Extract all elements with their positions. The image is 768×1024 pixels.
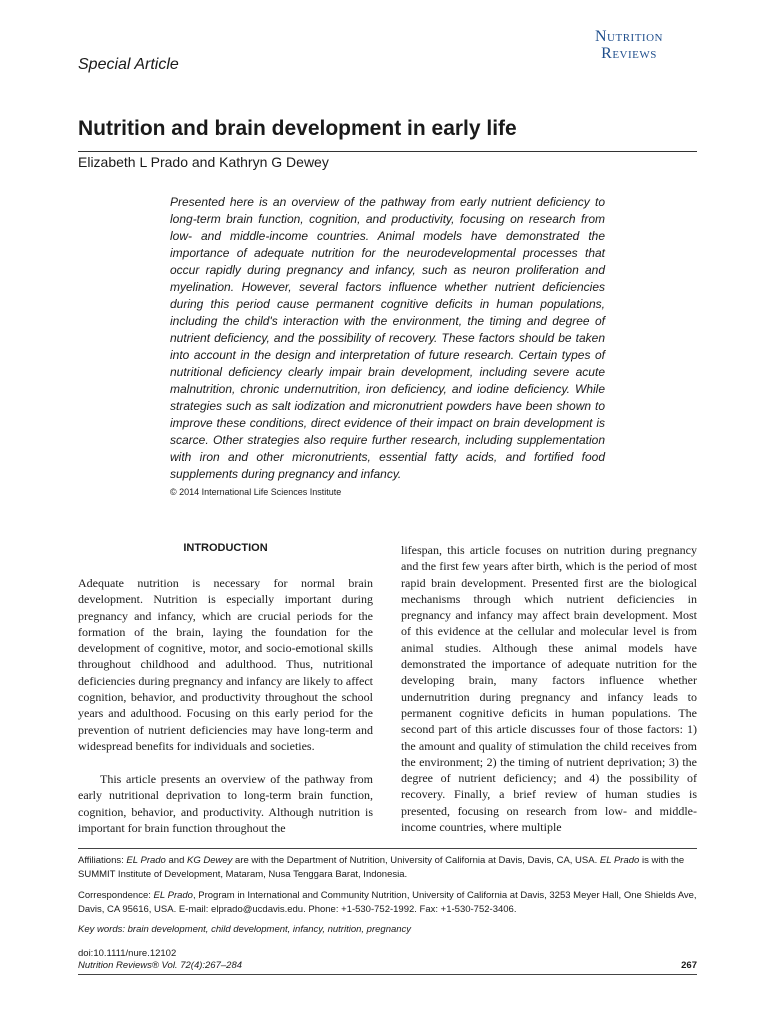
title-divider <box>78 151 697 152</box>
keywords: Key words: brain development, child development, infancy, nutrition, pregnancy <box>78 924 412 935</box>
correspondence <box>78 889 697 916</box>
footnote-divider <box>78 848 697 849</box>
correspondence-author: EL Prado <box>153 890 193 901</box>
authors: Elizabeth L Prado and Kathryn G Dewey <box>78 154 329 170</box>
section-heading-introduction: INTRODUCTION <box>183 542 268 554</box>
correspondence-label: Correspondence: <box>78 890 154 901</box>
copyright: © 2014 International Life Sciences Institute <box>170 487 342 497</box>
affiliations <box>78 854 697 881</box>
body-paragraph-1: Adequate nutrition is necessary for normal brain development. Nutrition is especially important during pregnancy and infancy, which are crucial periods for the formation of the brain, laying the foundation for the development of cognitive, motor, and socio-emotional skills throughout childhood and adulthood. Thus, nutritional deficiencies during pregnancy and infancy are likely to affect cognition, behavior, and productivity throughout the school years and adulthood. Focusing on this early period for the prevention of nutrient deficiencies may have long-term and widespread benefits for individuals and societies. <box>78 576 373 753</box>
page-number: 267 <box>681 960 697 971</box>
doi: doi:10.1111/nure.12102 <box>78 948 177 959</box>
affiliation-text-1: are with the Department of Nutrition, University of California at Davis, Davis, CA, USA. <box>232 855 600 866</box>
affiliation-author-2: KG Dewey <box>187 855 233 866</box>
affiliation-author-3: EL Prado <box>599 855 640 866</box>
abstract: Presented here is an overview of the pathway from early nutrient deficiency to long-term brain function, cognition, and productivity, focusing on research from low- and middle-income countries. Animal models have demonstrated the importance of adequate nutrition for the neurodevelopmental processes that occur rapidly during pregnancy and infancy, such as neuron proliferation and myelination. However, several factors influence whether nutrient deficiencies during this period cause permanent cognitive deficits in human populations, including the child's interaction with the environment, the timing and degree of nutrient deficiency, and the possibility of recovery. These factors should be taken into account in the design and interpretation of future research. Certain types of nutritional deficiency clearly impair brain development, including severe acute malnutrition, chronic undernutrition, iron deficiency, and iodine deficiency. While strategies such as salt iodization and micronutrient powders have been shown to improve these conditions, direct evidence of their impact on brain development is scarce. Other strategies also require further research, including supplementation with iron and other micronutrients, essential fatty acids, and fortified food supplements during pregnancy and infancy. <box>170 195 605 481</box>
citation-line <box>78 960 697 971</box>
article-title: Nutrition and brain development in early life <box>78 117 517 140</box>
journal-logo-line2: Reviews <box>601 45 657 62</box>
affiliation-text-2: is with the SUMMIT Institute of Development, Mataram, Nusa Tenggara Barat, Indonesia. <box>78 855 685 880</box>
affiliation-author-1: EL Prado <box>126 855 166 866</box>
journal-logo-line1: Nutrition <box>595 28 663 45</box>
bottom-divider <box>78 974 697 975</box>
body-paragraph-3: lifespan, this article focuses on nutrition during pregnancy and the first few years after birth, which is the period of most rapid brain development. Presented first are the biological mechanisms through which nutrient deficiencies in pregnancy and infancy may affect brain development. Most of this evidence at the cellular and molecular level is from animal studies. Although these animal models have demonstrated the importance of adequate nutrition for the developing brain, many factors influence whether undernutrition during pregnancy and infancy leads to permanent cognitive deficits in human populations. The second part of this article discusses four of those factors: 1) the amount and quality of stimulation the child receives from the environment; 2) the timing of nutrient deprivation; 3) the degree of nutrient deficiency; and 4) the possibility of recovery. Finally, a brief review of human studies is presented, focusing on research from low- and middle-income countries, where multiple <box>401 543 697 835</box>
journal-logo <box>568 28 690 62</box>
body-paragraph-2: This article presents an overview of the pathway from early nutritional deprivation to long-term brain function, cognition, behavior, and productivity. Although nutrition is important for brain function throughout the <box>78 772 373 835</box>
correspondence-text: , Program in International and Community Nutrition, University of California at Davis, 3253 Meyer Hall, One Shields Ave, Davis, CA 95616, USA. E-mail: elprado@ucdavis.edu. Phone: +1-530-752-1992. Fax: +1-530-752-3406. <box>78 890 697 915</box>
journal-citation: Nutrition Reviews® Vol. 72(4):267–284 <box>78 960 243 971</box>
article-type: Special Article <box>78 56 179 73</box>
affiliations-label: Affiliations: <box>78 855 127 866</box>
affiliation-and: and <box>165 855 187 866</box>
